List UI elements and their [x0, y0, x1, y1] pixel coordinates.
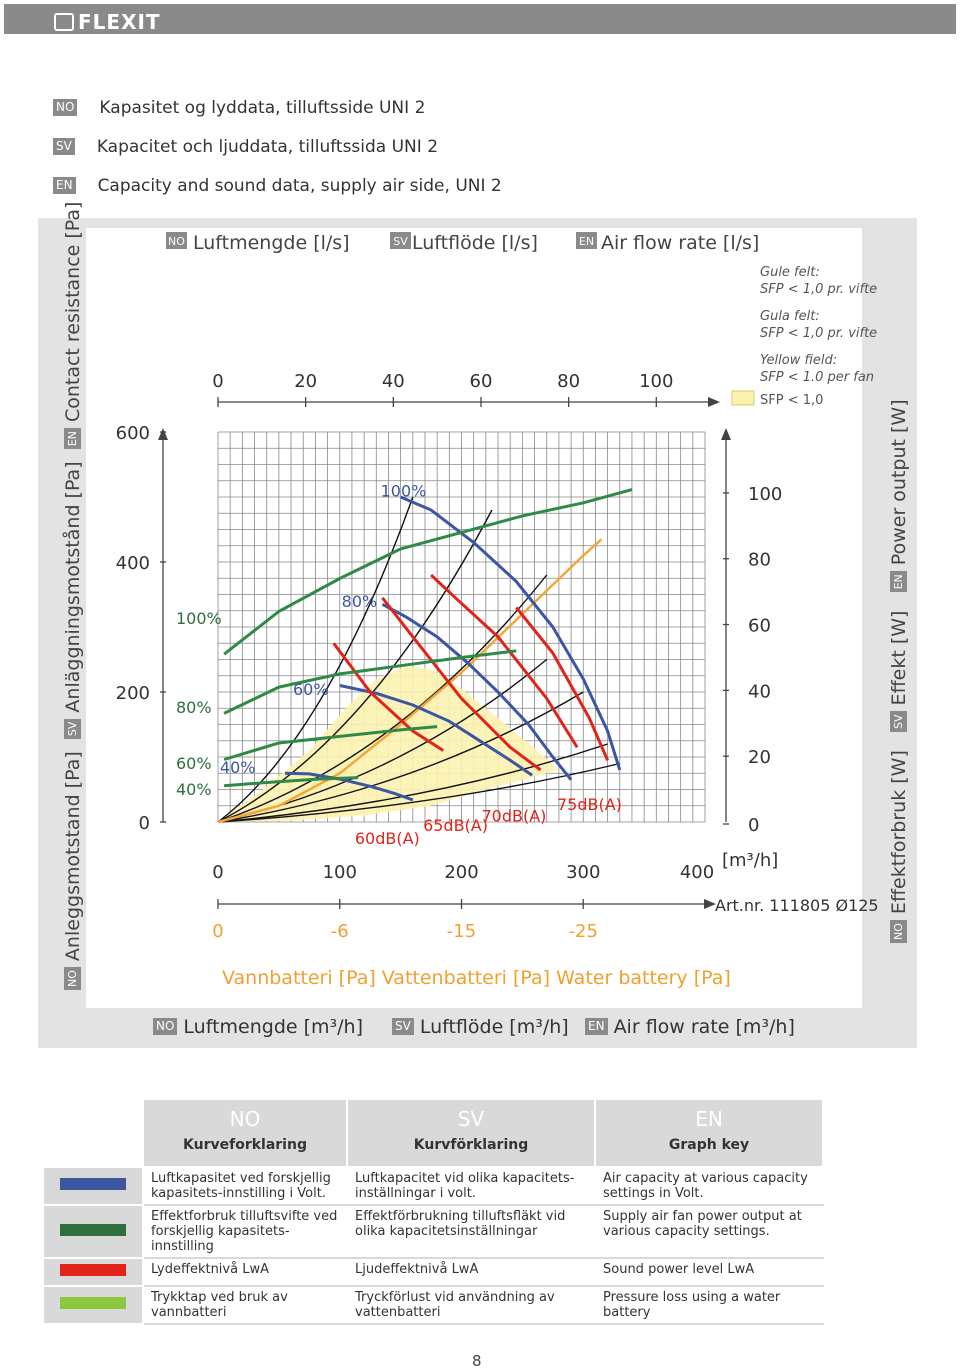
- key-corner: [43, 1099, 143, 1167]
- key-cell-sv: Effektförbrukning tilluftsfläkt vid olika kapacitetsinställningar: [347, 1205, 595, 1258]
- title-text: Kapacitet och ljuddata, tilluftssida UNI 2: [96, 137, 439, 157]
- right-axis-arrow: [721, 428, 731, 440]
- sound-label: 65dB(A): [423, 815, 488, 835]
- red-swatch: [60, 1264, 126, 1276]
- legend-note: Gule felt:: [760, 265, 820, 280]
- key-cell-no: Effektforbruk tilluftsvifte ved forskjellig kapasitets-innstilling: [143, 1205, 347, 1258]
- top-axis-title: Luftmengde [l/s]: [193, 232, 350, 254]
- graph-key-table: [42, 1098, 824, 1325]
- key-swatch-cell: [43, 1167, 143, 1205]
- fan-curve-label: 60%: [292, 679, 329, 699]
- fan-curve-label: 80%: [341, 592, 378, 611]
- key-cell-en: Sound power level LwA: [595, 1258, 823, 1286]
- legend-note: Gula felt:: [760, 309, 820, 324]
- key-cell-sv: Luftkapacitet vid olika kapacitets-inställningar i volt.: [347, 1167, 595, 1205]
- water-battery-tick-label: -25: [568, 921, 598, 942]
- page-number: 8: [472, 1352, 482, 1370]
- top-axis-title: Air flow rate [l/s]: [601, 232, 760, 254]
- lang-badge: EN: [53, 177, 76, 194]
- right-axis-tick-label: 80: [748, 549, 771, 571]
- key-cell-sv: Tryckförlust vid användning av vattenbatteri: [347, 1286, 595, 1324]
- key-row: [43, 1258, 823, 1286]
- key-cell-no: Luftkapasitet ved forskjellig kapasitets-innstilling i Volt.: [143, 1167, 347, 1205]
- title-text: Capacity and sound data, supply air side, UNI 2: [97, 176, 502, 196]
- legend-note: Yellow field:: [760, 353, 838, 368]
- bottom-axis-tick-label: 0: [212, 862, 224, 883]
- sfp-swatch: [732, 391, 754, 405]
- title-text: Kapasitet og lyddata, tilluftsside UNI 2: [99, 98, 426, 118]
- top-axis-tick-label: 20: [294, 371, 318, 392]
- power-curve-label: 80%: [176, 697, 212, 717]
- water-battery-tick-label: 0: [212, 921, 224, 942]
- dark-green-swatch: [60, 1224, 126, 1236]
- top-axis-tick-label: 80: [557, 371, 581, 392]
- key-cell-no: Lydeffektnivå LwA: [143, 1258, 347, 1286]
- fan-curve-label: 100%: [380, 481, 427, 501]
- key-row: [43, 1167, 823, 1205]
- unit-label: [m³/h]: [722, 850, 779, 871]
- water-battery-axis-title: Vannbatteri [Pa] Vattenbatteri [Pa] Water battery [Pa]: [222, 967, 731, 989]
- sfp-swatch-label: SFP < 1,0: [760, 393, 824, 408]
- bottom-axis-title-en: EN Air flow rate [m³/h]: [585, 1016, 795, 1038]
- key-cell-sv: Ljudeffektnivå LwA: [347, 1258, 595, 1286]
- power-curve-label: 40%: [176, 780, 212, 800]
- left-axis-tick-label: 200: [115, 683, 150, 704]
- lang-badge-text: EN: [578, 235, 595, 248]
- key-cell-en: Air capacity at various capacity settings in Volt.: [595, 1167, 823, 1205]
- fan-curve-label: 40%: [219, 757, 256, 777]
- key-cell-en: Pressure loss using a water battery: [595, 1286, 823, 1324]
- lang-badge: NO: [53, 99, 77, 116]
- key-swatch-cell: [43, 1205, 143, 1258]
- left-axis-arrow: [158, 428, 168, 440]
- top-axis-tick-label: 40: [381, 371, 405, 392]
- key-row: [43, 1286, 823, 1324]
- key-header-row: [43, 1099, 823, 1167]
- brand-name: FLEXIT: [78, 10, 161, 34]
- bottom-axis-tick-label: 100: [322, 862, 357, 883]
- legend-note: SFP < 1,0 pr. vifte: [760, 326, 878, 341]
- power-curve-label: 100%: [176, 608, 222, 628]
- left-axis-tick-label: 400: [115, 553, 150, 574]
- water-battery-tick-label: -15: [446, 921, 477, 942]
- key-swatch-cell: [43, 1286, 143, 1324]
- bottom-axis-tick-label: 400: [679, 862, 715, 883]
- bottom-axis-tick-label: 300: [566, 862, 601, 883]
- art-number: Art.nr. 111805 Ø125: [715, 896, 879, 915]
- top-axis-tick-label: 100: [639, 371, 674, 392]
- power-curve-label: 60%: [176, 753, 212, 773]
- key-cell-no: Trykktap ved bruk av vannbatteri: [143, 1286, 347, 1324]
- light-green-swatch: [60, 1297, 126, 1309]
- bottom-axis-tick-label: 200: [444, 862, 479, 883]
- legend-note: SFP < 1.0 per fan: [760, 370, 875, 385]
- legend-note: SFP < 1,0 pr. vifte: [760, 282, 878, 297]
- top-axis-title: Luftflöde [l/s]: [412, 232, 538, 254]
- left-axis-title: NO Anleggsmotstand [Pa] SV Anläggningsmotstånd [Pa] EN Contact resistance [Pa]: [62, 202, 84, 990]
- left-axis-tick-label: 0: [138, 813, 150, 834]
- sound-line: [516, 608, 607, 761]
- right-axis-tick-label: 20: [748, 747, 771, 769]
- lang-badge: SV: [53, 138, 75, 155]
- sound-label: 75dB(A): [556, 795, 622, 814]
- key-header-no: NO Kurveforklaring: [143, 1099, 347, 1167]
- key-swatch-cell: [43, 1258, 143, 1286]
- right-axis-tick-label: 100: [748, 483, 783, 505]
- left-axis-tick-label: 600: [115, 423, 150, 444]
- top-axis-tick-label: 60: [469, 371, 493, 392]
- right-axis-tick-label: 0: [748, 815, 760, 836]
- blue-swatch: [60, 1178, 126, 1190]
- bottom-axis-title-sv: SV Luftflöde [m³/h]: [392, 1016, 569, 1038]
- key-header-sv: SV Kurvförklaring: [347, 1099, 595, 1167]
- sound-label: 60dB(A): [354, 828, 420, 848]
- top-axis-arrow: [708, 397, 720, 407]
- right-axis-title: NO Effektforbruk [W] SV Effekt [W] EN Power output [W]: [888, 399, 910, 943]
- right-axis-tick-label: 60: [748, 615, 771, 637]
- key-cell-en: Supply air fan power output at various capacity settings.: [595, 1205, 823, 1258]
- top-axis-tick-label: 0: [212, 371, 224, 392]
- key-header-en: EN Graph key: [595, 1099, 823, 1167]
- bottom-axis-title-no: NO Luftmengde [m³/h]: [153, 1016, 363, 1038]
- water-battery-tick-label: -6: [330, 921, 349, 942]
- sound-label: 70dB(A): [481, 806, 547, 826]
- key-row: [43, 1205, 823, 1258]
- lang-badge-text: NO: [168, 235, 185, 248]
- lang-badge-text: SV: [393, 235, 408, 248]
- right-axis-tick-label: 40: [748, 681, 771, 703]
